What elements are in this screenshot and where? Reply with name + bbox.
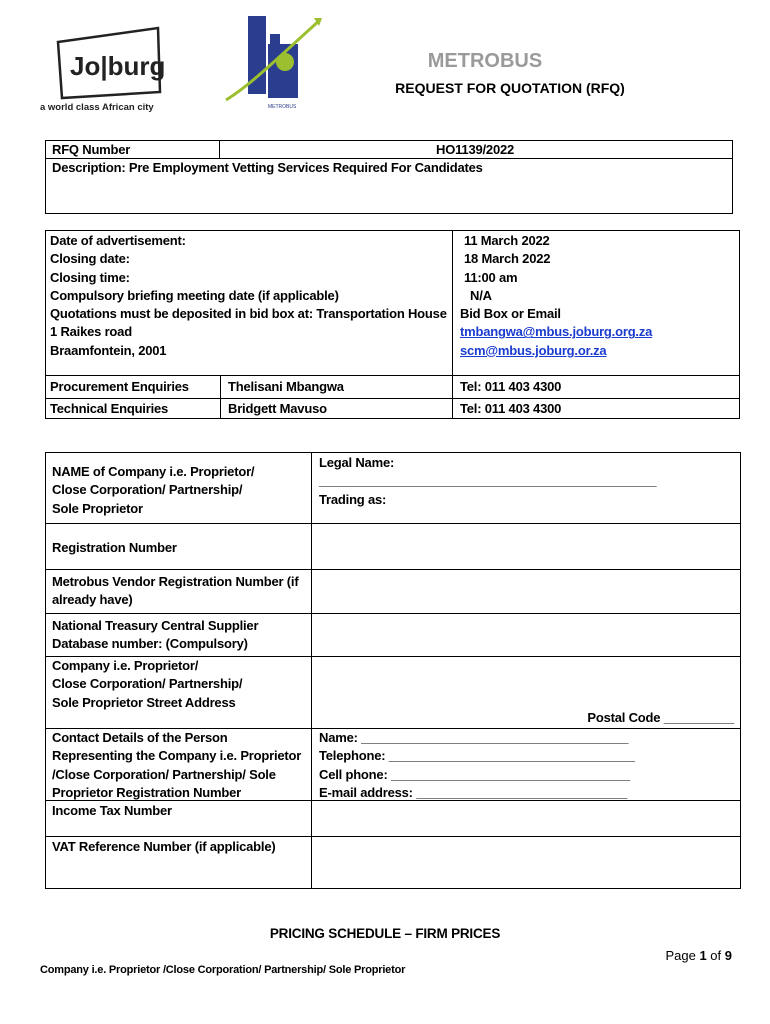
pricing-schedule-title: PRICING SCHEDULE – FIRM PRICES bbox=[269, 926, 501, 941]
deposit-label: Quotations must be deposited in bid box at: Transportation House bbox=[50, 306, 447, 322]
trading-as-line[interactable]: _______________________________________________ bbox=[319, 509, 650, 525]
technical-name: Bridgett Mavuso bbox=[228, 401, 327, 416]
income-tax-label: Income Tax Number bbox=[52, 803, 172, 819]
email-link-2[interactable]: scm@mbus.joburg.or.za bbox=[460, 342, 607, 358]
trading-as-label: Trading as: bbox=[319, 491, 387, 507]
address-line-2: Braamfontein, 2001 bbox=[50, 342, 167, 358]
contact-fields bbox=[319, 729, 635, 802]
date-advertisement-label: Date of advertisement: bbox=[50, 233, 186, 248]
contact-cell-field[interactable]: Cell phone: __________________________________ bbox=[319, 766, 631, 782]
legal-name-label: Legal Name: bbox=[319, 455, 395, 470]
details-values bbox=[460, 232, 652, 360]
closing-time-value: 11:00 am bbox=[464, 269, 518, 285]
joburg-logo bbox=[40, 20, 185, 115]
legal-name-line[interactable]: ________________________________________________ bbox=[319, 473, 657, 489]
procurement-tel: Tel: 011 403 4300 bbox=[460, 379, 562, 394]
company-name-label: NAME of Company i.e. Proprietor/ Close Corporation/ Partnership/ Sole Proprietor bbox=[52, 464, 255, 516]
address-line-1: 1 Raikes road bbox=[50, 324, 132, 340]
joburg-wordmark: Jo|burg bbox=[70, 51, 166, 81]
closing-time-label: Closing time: bbox=[50, 269, 130, 285]
rfq-number-value: HO1139/2022 bbox=[436, 142, 515, 157]
contact-name-field[interactable]: Name: ______________________________________ bbox=[319, 730, 629, 745]
treasury-label: National Treasury Central Supplier Database number: (Compulsory) bbox=[52, 618, 259, 652]
rfq-number-label: RFQ Number bbox=[52, 142, 131, 157]
closing-date-value: 18 March 2022 bbox=[464, 251, 551, 267]
procurement-name: Thelisani Mbangwa bbox=[228, 379, 344, 394]
street-address-label: Company i.e. Proprietor/ Close Corporation/ Partnership/ Sole Proprietor Street Address bbox=[52, 658, 243, 710]
deposit-value: Bid Box or Email bbox=[460, 306, 561, 322]
contact-label: Contact Details of the Person Representing the Company i.e. Proprietor /Close Corporation/ Partnership/ Sole Proprietor Registration Number Income Tax Number bbox=[52, 729, 301, 820]
briefing-label: Compulsory briefing meeting date (if applicable) bbox=[50, 287, 339, 303]
briefing-value: N/A bbox=[470, 287, 492, 303]
contact-email-field[interactable]: E-mail address: ______________________________ bbox=[319, 784, 628, 800]
contact-telephone-field[interactable]: Telephone: ___________________________________ bbox=[319, 748, 635, 764]
registration-label: Registration Number bbox=[52, 540, 177, 555]
procurement-label: Procurement Enquiries bbox=[50, 379, 189, 394]
company-table bbox=[45, 452, 741, 889]
date-advertisement-value: 11 March 2022 bbox=[464, 233, 550, 248]
page-title: METROBUS bbox=[427, 50, 543, 72]
vat-label: VAT Reference Number (if applicable) bbox=[52, 839, 276, 854]
closing-date-label: Closing date: bbox=[50, 251, 130, 267]
page-number: Page 1 of 9 bbox=[665, 948, 732, 963]
details-table bbox=[45, 230, 740, 419]
technical-tel: Tel: 011 403 4300 bbox=[460, 401, 562, 416]
rfq-table bbox=[45, 140, 733, 214]
email-link-1[interactable]: tmbangwa@mbus.joburg.org.za bbox=[460, 324, 653, 340]
metrobus-logo-text: METROBUS bbox=[268, 104, 297, 110]
joburg-tagline: a world class African city bbox=[40, 102, 154, 113]
postal-code-field[interactable]: Postal Code __________ bbox=[587, 710, 734, 725]
rfq-description: Description: Pre Employment Vetting Services Required For Candidates bbox=[52, 160, 483, 175]
metrobus-logo bbox=[222, 14, 324, 110]
details-labels bbox=[50, 232, 447, 360]
vendor-label: Metrobus Vendor Registration Number (if already have) bbox=[52, 574, 299, 608]
footer-company-line: Company i.e. Proprietor /Close Corporation/ Partnership/ Sole Proprietor bbox=[40, 964, 406, 976]
technical-label: Technical Enquiries bbox=[50, 401, 169, 416]
page-subtitle: REQUEST FOR QUOTATION (RFQ) bbox=[395, 80, 625, 96]
legal-name-field[interactable] bbox=[319, 454, 656, 527]
